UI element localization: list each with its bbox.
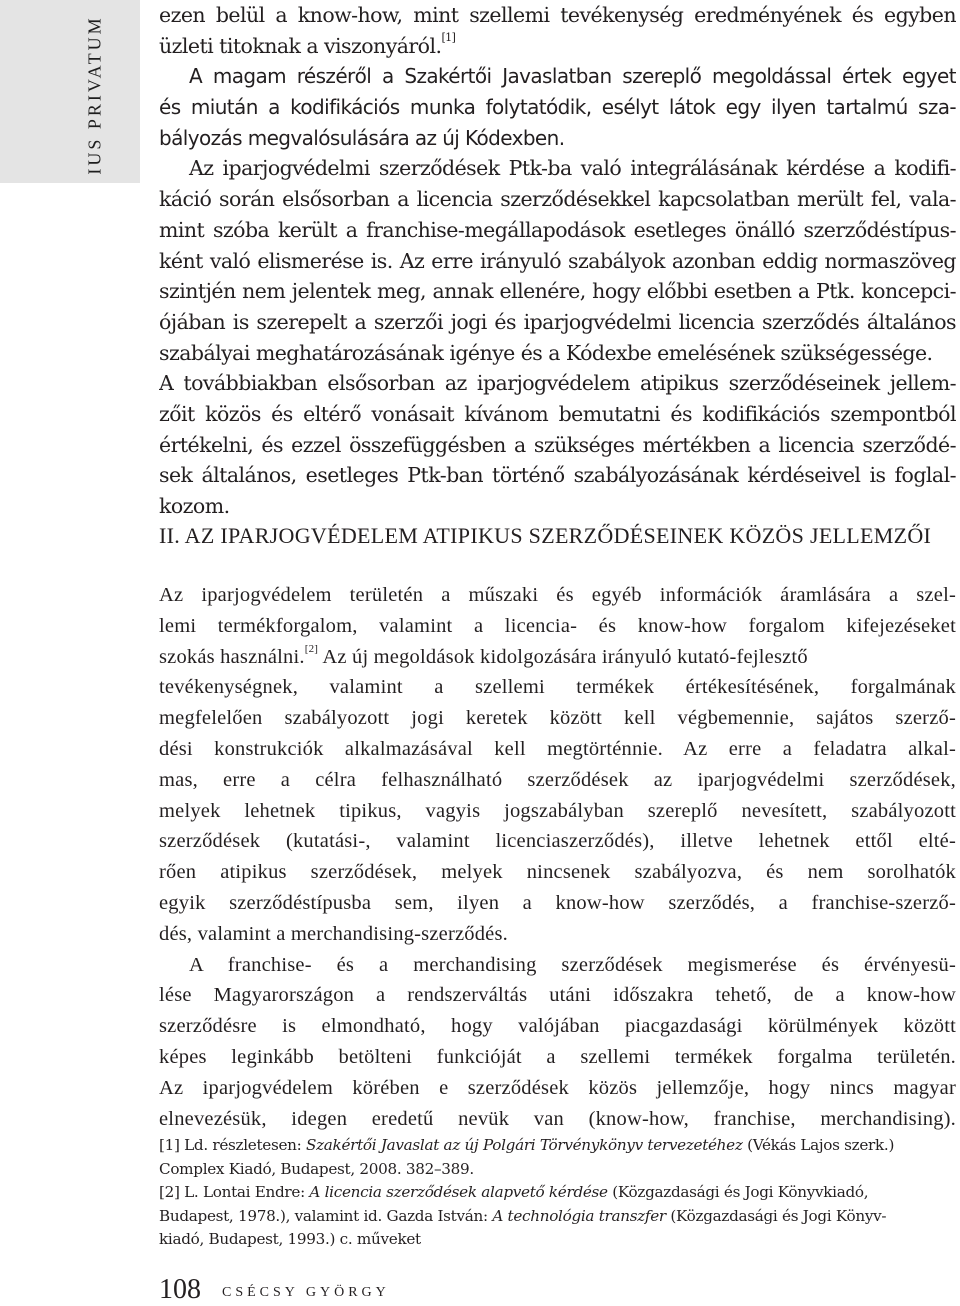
text-line: szerződések (kutatási-, valamint licenciaszerződés), illetve lehetnek ettől elté- (159, 830, 956, 853)
text-line: mas, erre a célra felhasználható szerződések az iparjogvédelmi szerződések, (159, 768, 956, 791)
text-line: ként való elismerése is. Az erre irányuló szabályok azonban eddig normaszöveg (159, 248, 956, 273)
text-line: szokás használni.[2] Az új megoldások kidolgozására irányuló kutató-fejlesztő (159, 642, 808, 668)
text-line: Az iparjogvédelem területén a műszaki és egyéb információk áramlására a szel- (159, 584, 956, 606)
body-text-bottom (159, 580, 956, 1134)
text-line: ezen belül a know-how, mint szellemi tevékenység eredményének és egyben (159, 3, 956, 27)
text-line: szintjén nem jelentek meg, annak ellenére, hogy előbbi esetben a Ptk. koncepci- (159, 279, 956, 304)
text-line: tevékenységnek, valamint a szellemi termékek értékesítésének, forgalmának (159, 676, 956, 699)
text-line: értékelni, és ezzel összefüggésben a szükséges mértékben a licencia szerződé- (159, 432, 956, 457)
footnote-2-title-2: A technológia transzfer (492, 1206, 666, 1225)
footnote-1-line: Complex Kiadó, Budapest, 2008. 382–389. (159, 1159, 474, 1178)
footnote-2-line: kiadó, Budapest, 1993.) c. műveket (159, 1230, 421, 1248)
text-line: rően atipikus szerződések, melyek nincsenek szabályozva, és nem sorolhatók (159, 861, 956, 884)
footnote-2-title: A licencia szerződések alapvető kérdése (309, 1183, 608, 1201)
text-line: elnevezésük, idegen eredetű nevük van (know-how, franchise, merchandising). (159, 1107, 956, 1130)
text-line: dési konstrukciók alkalmazásával kell megtörténnie. Az erre a feladatra alkal- (159, 737, 956, 760)
text-line: szerződésre is elmondható, hogy valójában piacgazdasági körülmények között (159, 1015, 956, 1038)
text-line: dés, valamint a merchandising-szerződés. (159, 922, 508, 945)
footnote-1-line: [1] Ld. részletesen: Szakértői Javaslat az új Polgári Törvénykönyv tervezetéhez (Vékás Lajos szerk.) (159, 1136, 895, 1154)
journal-side-tab (0, 0, 140, 183)
journal-name: IUS PRIVATUM (84, 15, 105, 175)
text-line: A továbbiakban elsősorban az iparjogvédelem atipikus szerződéseinek jellem- (159, 371, 956, 396)
body-text-top (159, 0, 956, 522)
text-line: A magam részéről a Szakértői Javaslatban szereplő megoldással értek egyet (189, 64, 956, 89)
footnotes (159, 1134, 956, 1252)
running-author: CSÉCSY GYÖRGY (222, 1285, 390, 1300)
text-line: egyik szerződéstípusba sem, ilyen a know-how szerződés, a franchise-szerző- (159, 891, 956, 914)
footnote-1-title: Szakértői Javaslat az új Polgári Törvénykönyv tervezetéhez (306, 1136, 743, 1154)
text-line: Az iparjogvédelem körében e szerződések közös jellemzője, hogy nincs magyar (159, 1076, 956, 1099)
text-line: megfelelően szabályozott jogi keretek között kell végbemennie, sajátos szerző- (159, 707, 956, 730)
text-line: lése Magyarországon a rendszerváltás utáni időszakra tehető, de a know-how (159, 984, 956, 1007)
text-line: melyek lehetnek tipikus, vagyis jogszabályban szereplő nevesített, szabályozott (159, 799, 956, 822)
text-line: ójában is szerepelt a szerzői jogi és iparjogvédelmi licencia szerződés általános (159, 309, 956, 334)
section-heading: II. AZ IPARJOGVÉDELEM ATIPIKUS SZERZŐDÉSEINEK KÖZÖS JELLEMZŐI (159, 523, 932, 548)
text-line: Az iparjogvédelmi szerződések Ptk-ba való integrálásának kérdése a kodifi- (189, 156, 956, 181)
footnote-2-line: [2] L. Lontai Endre: A licencia szerződések alapvető kérdése (Közgazdasági és Jogi Könyvkiadó, (159, 1183, 869, 1201)
text-line: sek általános, esetleges Ptk-ban történő szabályozásának kérdéseivel is foglal- (159, 463, 956, 488)
footnote-ref-2: [2] (304, 642, 319, 655)
text-line: képes leginkább betölteni funkcióját a szellemi termékek forgalma területén. (159, 1045, 956, 1068)
text-line: zőit közös és eltérő vonásait kívánom bemutatni és kodifikációs szempontból (159, 401, 956, 426)
text-line: mint szóba került a franchise-megállapodások esetleges önálló szerződéstípus- (159, 217, 956, 242)
text-line: lemi termékforgalom, valamint a licencia- és know-how forgalom kifejezéseket (159, 614, 956, 637)
text-line: üzleti titoknak a viszonyáról.[1] (159, 30, 456, 58)
text-line: bályozás megvalósulására az új Kódexben. (159, 125, 565, 150)
footnote-ref-1: [1] (441, 30, 456, 44)
text-line: káció során elsősorban a licencia szerződésekkel kapcsolatban merült fel, vala- (159, 187, 956, 212)
text-line: és miután a kodifikációs munka folytatódik, esélyt látok egy ilyen tartalmú sza- (159, 95, 956, 120)
text-line: szabályai meghatározásának igénye és a Kódexbe emelésének szükségessége. (159, 340, 933, 365)
footnote-2-line: Budapest, 1978.), valamint id. Gazda István: A technológia transzfer (Közgazdasági és Jogi Könyv- (159, 1206, 887, 1225)
page-number: 108 (159, 1274, 201, 1305)
text-line: A franchise- és a merchandising szerződések megismerése és érvényesü- (189, 953, 956, 976)
text-line: kozom. (159, 494, 230, 518)
